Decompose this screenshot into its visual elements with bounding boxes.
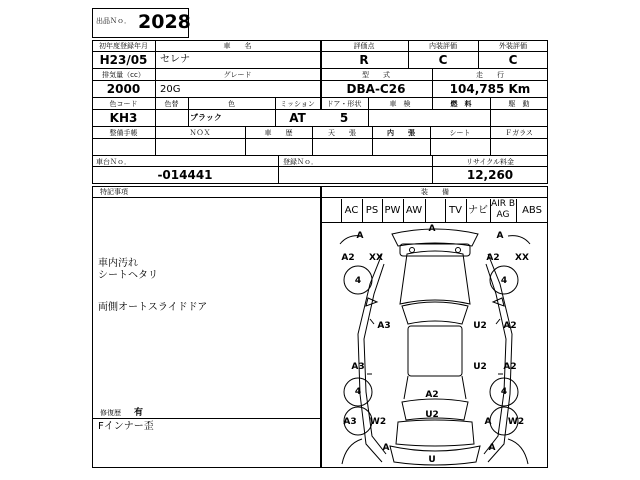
damage-mark-left-headlamp: XX: [369, 253, 383, 263]
registration-header: 登録Ｎｏ．: [283, 158, 318, 166]
lot-number: 2028: [138, 11, 191, 33]
damage-mark-right-tail-a: A: [484, 417, 492, 427]
equip-ac: AC: [344, 205, 359, 216]
damage-mark-front-top: A: [428, 224, 436, 234]
color-header: 色: [228, 100, 235, 108]
drive-header: 駆 動: [508, 100, 530, 108]
displacement-value: 2000: [106, 82, 141, 96]
equip-tv: TV: [449, 205, 462, 216]
fglass-header: Ｆガラス: [505, 129, 533, 137]
score-value: R: [359, 53, 369, 67]
damage-mark-wheel-rl: 4: [354, 387, 362, 397]
damage-mark-rear-left: A: [382, 443, 390, 453]
transmission-value: AT: [289, 111, 306, 125]
damage-mark-wheel-rr: 4: [500, 387, 508, 397]
recycle-value: 12,260: [466, 168, 514, 182]
damage-mark-rear-bumper: U: [428, 455, 436, 465]
damage-mark-right-rear-door: U2: [473, 362, 487, 372]
chassis-value: -014441: [157, 168, 213, 182]
doors-value: 5: [339, 111, 349, 125]
damage-mark-right-fender: A2: [486, 253, 500, 263]
note-line-2: シートヘタリ: [98, 270, 158, 281]
interior-header: 内装評価: [429, 42, 457, 50]
equip-abs: ABS: [522, 205, 542, 216]
notes-header: 特記事項: [100, 188, 128, 196]
seat-header: シート: [449, 129, 471, 137]
damage-mark-wheel-fl: 4: [354, 276, 362, 286]
mileage-header: 走 行: [476, 71, 504, 79]
mileage-value: 104,785 Km: [449, 82, 531, 96]
damage-mark-right-quarter: W2: [507, 417, 525, 427]
equip-aw: AW: [405, 205, 423, 216]
damage-mark-right-front-door-2: A2: [503, 321, 517, 331]
damage-mark-right-headlamp: XX: [515, 253, 529, 263]
first-reg-header: 初年度登録年月: [99, 42, 148, 50]
color-value: ブラック: [190, 113, 222, 122]
grade-header: グレード: [223, 71, 252, 79]
damage-mark-left-front-door: A3: [377, 321, 391, 331]
equip-airbag: AIR BAG: [490, 199, 516, 220]
damage-mark-back-door: U2: [425, 410, 439, 420]
doors-header: ドア・形状: [326, 100, 362, 108]
interior-cover-header: 内 張: [387, 129, 415, 137]
equip-pw: PW: [384, 205, 401, 216]
score-header: 評価点: [353, 42, 375, 50]
displacement-header: 排気量（cc）: [102, 71, 145, 79]
history-header: 車 歴: [264, 129, 293, 137]
chassis-header: 車台Ｎｏ．: [96, 158, 131, 166]
damage-mark-rear-window: A2: [425, 390, 439, 400]
exterior-header: 外装評価: [499, 42, 527, 50]
first-reg-value: H23/05: [99, 53, 148, 67]
nox-header: ＮＯＸ: [189, 129, 211, 137]
maintenance-header: 整備手帳: [109, 129, 138, 137]
model-header: 型 式: [362, 71, 390, 79]
recycle-header: リサイクル料金: [465, 158, 515, 166]
repair-value: 有: [134, 408, 144, 418]
grade-value: 20G: [160, 84, 181, 95]
note-line-3: 両側オートスライドドア: [98, 302, 208, 313]
exterior-value: C: [508, 53, 518, 67]
color-code-value: KH3: [109, 111, 138, 125]
damage-mark-left-rear-door: A3: [351, 362, 365, 372]
color-change-header: 色替: [164, 100, 179, 108]
car-name-value: セレナ: [160, 54, 190, 65]
damage-mark-rear-right: A: [488, 443, 496, 453]
equip-ps: PS: [365, 205, 379, 216]
interior-value: C: [438, 53, 448, 67]
transmission-header: ミッション: [280, 100, 315, 108]
damage-mark-front-right: A: [496, 231, 504, 241]
repair-note: Fインナー歪: [98, 421, 154, 432]
sunroof-header: 天 張: [328, 129, 356, 137]
fuel-header: 燃 料: [450, 100, 472, 108]
damage-mark-left-fender: A2: [341, 253, 355, 263]
note-line-1: 車内汚れ: [98, 258, 138, 269]
equipment-header: 装 備: [421, 188, 449, 196]
repair-header: 修復歴: [100, 409, 121, 417]
inspection-header: 車 検: [389, 100, 411, 108]
color-code-header: 色コード: [109, 100, 138, 108]
damage-mark-left-tail: W2: [369, 417, 387, 427]
damage-mark-right-front-door: U2: [473, 321, 487, 331]
damage-mark-left-quarter: A3: [343, 417, 357, 427]
damage-mark-wheel-fr: 4: [500, 276, 508, 286]
car-name-header: 車 名: [223, 42, 252, 50]
model-value: DBA-C26: [346, 82, 406, 96]
damage-mark-right-rear-door-2: A2: [503, 362, 517, 372]
damage-mark-front-left: A: [356, 231, 364, 241]
equip-navi: ナビ: [468, 205, 488, 216]
lot-label: 出品Ｎｏ．: [96, 17, 131, 25]
